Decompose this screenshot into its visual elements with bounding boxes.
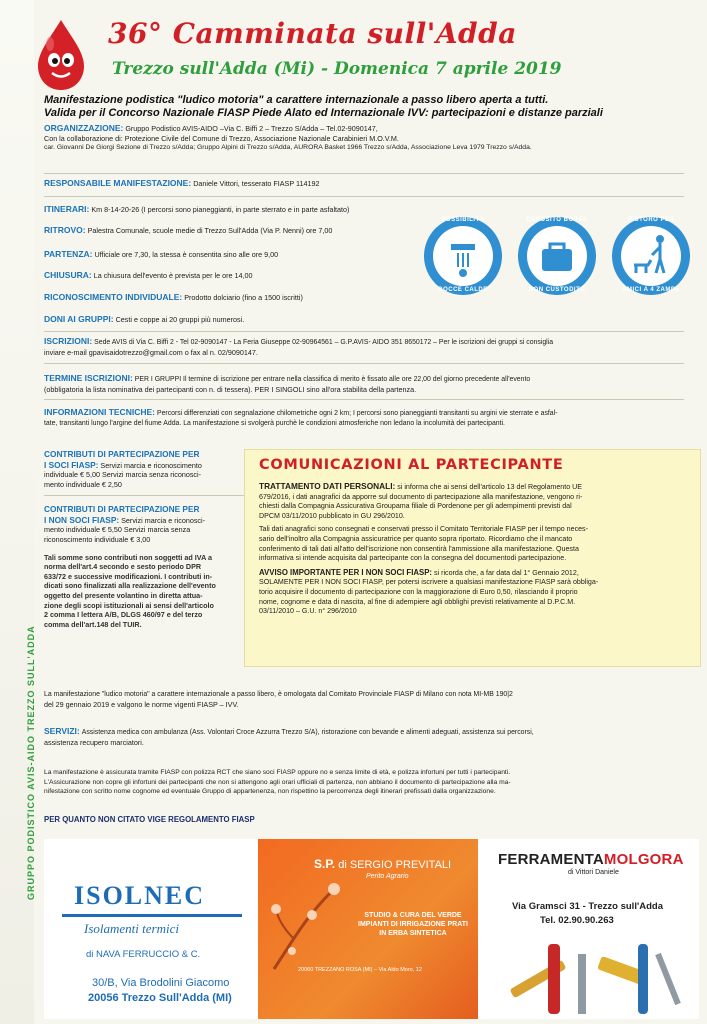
sponsor-ads [44,839,699,1019]
ritrovo-text: Palestra Comunale, scuole medie di Trezzo Sull'Adda (Via P. Nenni) ore 7,00 [87,226,333,235]
divider [44,196,684,197]
contributi-non-title-2: I NON SOCI FIASP: [44,514,120,525]
sp-name-b: di SERGIO PREVITALI [335,859,452,871]
contributi-soci-title-1: CONTRIBUTI DI PARTECIPAZIONE PER [44,449,200,459]
bag-deposit-icon [516,215,598,297]
avviso-line-5: 03/11/2010 – G.U. n° 296/2010 [259,607,357,616]
sp-description: STUDIO & CURA DEL VERDE IMPIANTI DI IRRIGAZIONE PRATI IN ERBA SINTETICA [358,912,468,937]
comunicazioni-title: COMUNICAZIONI AL PARTECIPANTE [259,457,564,473]
icon-2-top-label: DEPOSITO BORSE [526,217,588,223]
isolnec-logo-b: NEC [144,881,206,910]
section-responsabile [44,179,424,189]
dati-line-3: conferimento di tali dati all'atto dell'iscrizione non consentirà l'ammissione alla manifestazione. Questa [259,544,579,553]
contributi-non-body-1: Servizi marcia e riconosci- [121,515,206,525]
divider [44,495,244,496]
isolnec-bar [62,914,242,917]
icon-1-top-label: POSSIBILITÀ [441,217,485,223]
ferramenta-owner: di Vittori Daniele [568,869,619,876]
assicurata-line-2: L'Assicurazione non copre gli infortuni dei partecipanti che non si attengono agli orari ufficiali di partenza, non abbiano il documento di partecipazione alla ma- [44,778,511,786]
contributi-column [44,449,244,629]
isolnec-address-2: 20056 Trezzo Sull'Adda (MI) [88,992,232,1004]
contributi-note-2: norma dell'art.4 secondo e sesto periodo DPR [44,562,202,572]
icon-2-bottom-label: NON CUSTODITO [528,287,586,293]
page-subtitle: Trezzo sull'Adda (Mi) - Domenica 7 aprile 2019 [112,59,562,79]
ferramenta-logo [498,851,684,868]
contributi-note-8: comma dell'art.148 del TUIR. [44,619,142,629]
trattamento-line-3: chiesti dalla Compagnia Assicurativa Groupama filiale di Pordenone per gli adempimenti previsti dal [259,502,572,511]
responsabile-text: Daniele Vittori, tesserato FIASP 114192 [193,179,320,188]
services-icons [422,215,692,320]
section-servizi [44,727,684,747]
contributi-non-body-3: riconoscimento individuale € 3,00 [44,534,151,544]
itinerari-text: Km 8-14-20-26 (I percorsi sono pianeggianti, in parte sterrato e in parte asfaltato) [91,205,350,214]
comunicazioni-body [259,482,689,621]
assicurata-line-3: nifestazione con scritto nome cognome ed eventuale Gruppo di appartenenza, non rispettino la percorrenza degli itinerari prefissati dalla organizzazione. [44,788,496,796]
tools-icon [488,934,688,1016]
iscrizioni-label: ISCRIZIONI: [44,336,93,346]
avviso-line-3: torio acquisire il documento di partecipazione con la maggiorazione di Euro 0,50, rilasciando il proprio [259,587,578,596]
riconoscimento-text: Prodotto dolciario (fino a 1500 iscritti) [184,293,303,302]
contributi-note-1: Tali somme sono contributi non soggetti ad IVA a [44,552,212,562]
contributi-non-title-1: CONTRIBUTI DI PARTECIPAZIONE PER [44,504,200,515]
divider [44,363,684,364]
omologata-line-1: La manifestazione "ludico motoria" a carattere internazionale a passo libero, è omologata dal Comitato Provinciale FIASP di Milano con nota MI-MB 190|2 [44,691,513,698]
organizzazione-line-3: car. Giovanni De Giorgi Sezione di Trezzo s/Adda; Gruppo Alpini di Trezzo s/Adda, AURORA Basket 1966 Trezzo s/Adda, Associazione Leva 1979 Trezzo s/Adda. [44,144,532,152]
ad-isolnec [44,839,258,1019]
section-itinerari [44,205,424,215]
regolamento-text: PER QUANTO NON CITATO VIGE REGOLAMENTO FIASP [44,815,255,824]
informazioni-label: INFORMAZIONI TECNICHE: [44,407,155,417]
contributi-note [44,553,244,630]
contributi-non-body-2: mento individuale € 5,50 Servizi marcia senza [44,525,191,535]
organizzazione-label: ORGANIZZAZIONE: [44,123,124,133]
avviso-line-2: SOLAMENTE PER I NON SOCI FIASP, per potersi iscrivere a qualsiasi manifestazione FIASP sarà obbliga- [259,578,599,587]
assicurata-line-1: La manifestazione è assicurata tramite FIASP con polizza RCT che siano soci FIASP oppure no e senza limite di età, e polizza infortuni per tutti i partecipanti. [44,769,511,776]
riconoscimento-label: RICONOSCIMENTO INDIVIDUALE: [44,292,183,302]
organizzazione-line-1: Gruppo Podistico AVIS-AIDO –Via C. Biffi 2 – Trezzo S/Adda – Tel.02-9090147, [125,124,378,133]
contributi-soci-title-2: I SOCI FIASP: [44,459,99,470]
partenza-label: PARTENZA: [44,249,93,259]
sidebar-strip [0,0,34,1024]
chiusura-text: La chiusura dell'evento è prevista per le ore 14,00 [93,271,253,280]
dati-line-1: Tali dati anagrafici sono consegnati e conservati presso il Comitato Territoriale FIASP per il tempo neces- [259,525,588,534]
isolnec-owner: di NAVA FERRUCCIO & C. [86,949,201,960]
sp-contact: 20060 TREZZANO ROSA (MI) – Via Aldo Moro, 12 [298,967,422,973]
sp-name [314,857,451,871]
section-partenza [44,250,424,260]
icon-3-bottom-label: AMICI A 4 ZAMPE [622,287,680,293]
avviso-label: AVVISO IMPORTANTE PER I NON SOCI FIASP: [259,567,432,577]
informazioni-line-1: Percorsi differenziati con segnalazione chilometriche ogni 2 km; I percorsi sono pianeggianti transitanti su argini vie sterrate e asfal- [156,410,558,417]
informazioni-line-2: tate, transitanti lungo l'argine del fiume Adda. La manifestazione si svolgerà purchè le condizioni atmosferiche non ledano la incolumità dei partecipanti. [44,419,505,427]
shower-icon [422,215,504,297]
contributi-note-6: zione degli scopi istituzionali ai sensi dell'articolo [44,600,214,610]
servizi-line-2: assistenza recupero marciatori. [44,737,144,747]
contributi-soci-body-3: mento individuale € 2,50 [44,479,122,489]
page-title: 36° Camminata sull'Adda [108,17,517,50]
section-chiusura [44,271,424,281]
ritrovo-label: RITROVO: [44,225,86,235]
organizzazione-line-2: Con la collaborazione di: Protezione Civile del Comune di Trezzo, Associazione Nazionale Carabinieri M.O.V.M. [44,133,399,143]
contributi-note-4: dicati sono finalizzati alla realizzazione dell'evento [44,581,216,591]
doni-label: DONI AI GRUPPI: [44,314,114,324]
trattamento-line-4: DPCM 03/11/2010 pubblicato in GU 296/2010. [259,511,405,520]
section-omologata [44,690,684,709]
contributi-note-7: 2 comma I lettera A/B, DLGS 460/97 e del terzo [44,610,203,620]
section-informazioni [44,408,684,428]
trattamento-line-2: 679/2016, i dati anagrafici da apporre sul documento di partecipazione alla manifestazione, vengono ri- [259,492,583,501]
ad-sp-previtali [258,839,478,1019]
icon-3-top-label: RISTORO PER [627,217,675,223]
partenza-text: Ufficiale ore 7,30, la stessa è consentita sino alle ore 9,00 [94,250,279,259]
divider [44,173,684,174]
servizi-label: SERVIZI: [44,726,80,736]
omologata-line-2: del 29 gennaio 2019 e valgono le norme vigenti FIASP – IVV. [44,699,239,709]
divider [44,331,684,332]
ferramenta-phone: Tel. 02.90.90.263 [540,915,614,926]
trattamento-line-1: si informa che ai sensi dell'articolo 13 del Regolamento UE [397,483,582,491]
contributi-soci-body-1: Servizi marcia e riconoscimento [100,460,202,470]
sp-name-a: S.P. [314,857,336,871]
divider [44,399,684,400]
termine-label: TERMINE ISCRIZIONI: [44,373,133,383]
comunicazioni-box [244,449,701,667]
iscrizioni-line-2: inviare e-mail gpavisaidotrezzo@gmail.com o fax al n. 02/9090147. [44,347,258,357]
iscrizioni-line-1: Sede AVIS di Via C. Biffi 2 - Tel 02-9090147 - La Feria Giuseppe 02-90964561 – G.P.AVIS- AIDO 351 8650172 – Per le iscrizioni dei gruppi si consiglia [94,339,554,346]
ferramenta-logo-a: FERRAMENTA [498,851,604,868]
blood-drop-mascot-icon [30,18,92,92]
intro-text [44,94,694,120]
isolnec-logo [74,881,205,911]
section-organizzazione [44,124,684,153]
responsabile-label: RESPONSABILE MANIFESTAZIONE: [44,178,192,188]
section-iscrizioni [44,337,684,357]
section-doni [44,315,424,325]
itinerari-label: ITINERARI: [44,204,90,214]
intro-line-2: Valida per il Concorso Nazionale FIASP Piede Alato ed Internazionale IVV: partecipazioni e distanze parziali [44,107,603,119]
icon-1-bottom-label: DOCCE CALDE [438,287,488,293]
dog-refreshment-icon [610,215,692,297]
sidebar-text: GRUPPO PODISTICO AVIS-AIDO TREZZO SULL'ADDA [26,625,36,900]
flower-branch-icon [264,869,354,979]
contributi-note-5: oggetto del presente volantino in diretta attua- [44,590,203,600]
section-ritrovo [44,226,424,236]
dati-line-2: sario dell'inoltro alla Compagnia assicuratrice per quanto sopra riportato. Ricordiamo che il mancato [259,534,573,543]
termine-line-1: PER I GRUPPI Il termine di iscrizione per entrare nella classifica di merito è fissato alle ore 22,00 del giorno precedente all'evento [134,376,531,383]
doni-text: Cesti e coppe ai 20 gruppi più numerosi. [115,315,245,324]
chiusura-label: CHIUSURA: [44,270,92,280]
contributi-note-3: 633/72 e successive modificazioni. I contributi in- [44,571,213,581]
sp-role: Perito Agrario [366,873,409,880]
trattamento-label: TRATTAMENTO DATI PERSONALI: [259,481,396,491]
intro-line-1: Manifestazione podistica "ludico motoria" a carattere internazionale a passo libero aperta a tutti. [44,94,549,106]
isolnec-subtitle: Isolamenti termici [84,921,179,936]
termine-line-2: (obbligatoria la lista nominativa dei partecipanti con n. di tessera). PER I SINGOLI sino all'ora stabilita della partenza. [44,384,417,394]
section-riconoscimento [44,293,424,303]
avviso-line-4: nome, cognome e data di nascita, al fine di adempiere agli obblighi previsti relativamente al D.P.C.M. [259,597,576,606]
servizi-line-1: Assistenza medica con ambulanza (Ass. Volontari Croce Azzurra Trezzo S/A), ristorazione con bevande e alimenti adeguati, assistenza sui percorsi, [81,729,534,736]
ferramenta-logo-b: MOLGORA [603,851,684,868]
isolnec-logo-a: ISOL [74,881,145,910]
section-assicurata [44,768,684,797]
ferramenta-address: Via Gramsci 31 - Trezzo sull'Adda [512,901,663,912]
avviso-line-1: si ricorda che, a far data dal 1° Gennaio 2012, [433,568,579,577]
contributi-soci-body-2: individuale € 5,00 Servizi marcia senza riconosci- [44,470,201,480]
ad-ferramenta-molgora [478,839,699,1019]
section-termine [44,374,684,394]
isolnec-address-1: 30/B, Via Brodolini Giacomo [92,977,230,989]
dati-line-4: informativa si intende acquisita dal partecipante con la consegna del documentodi partecipazione. [259,554,567,563]
